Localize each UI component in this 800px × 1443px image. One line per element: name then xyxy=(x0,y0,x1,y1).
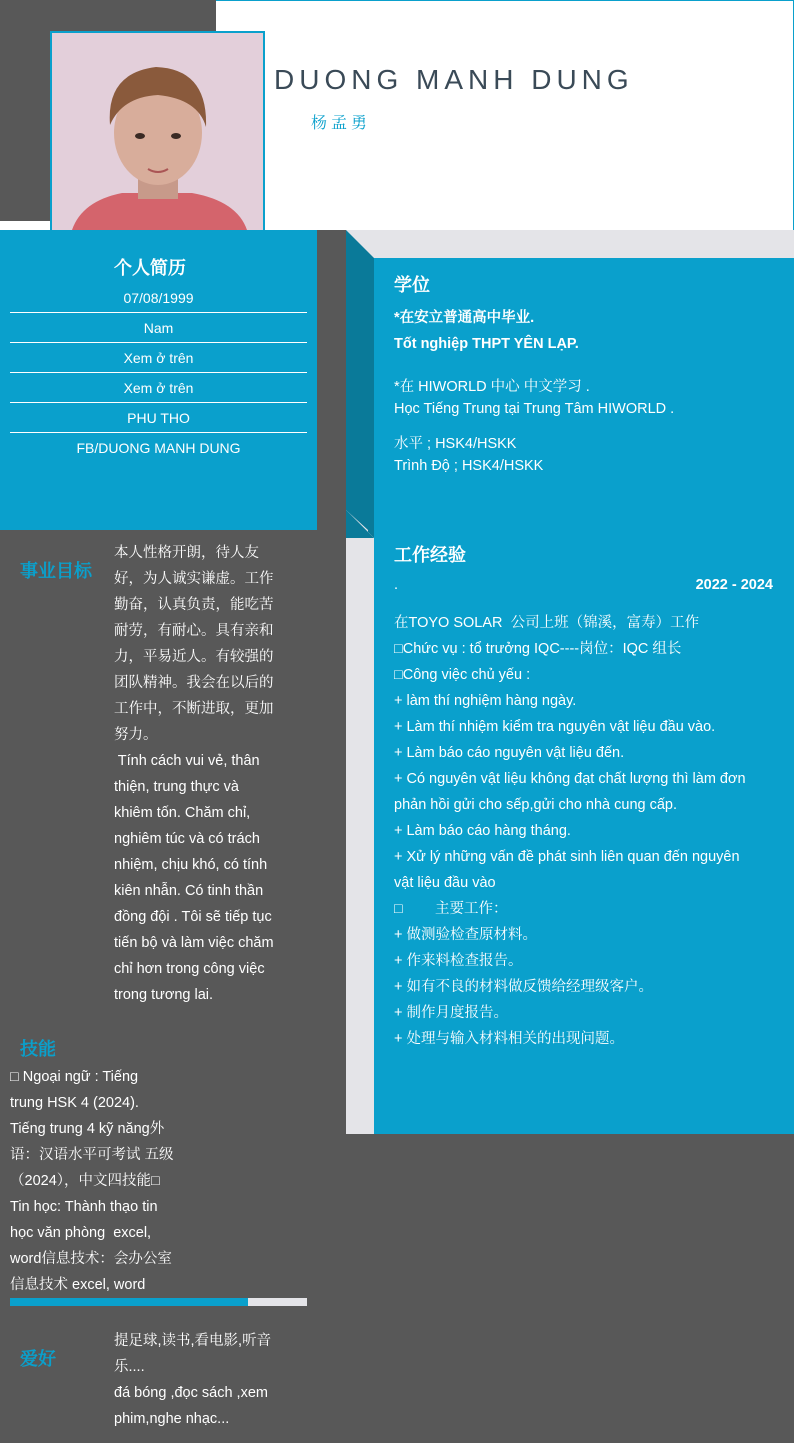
hobbies-line: 乐.... xyxy=(114,1359,145,1375)
skills-line: □ Ngoại ngữ : Tiếng xyxy=(10,1069,139,1085)
experience-line: + 做测验检查原材料。 xyxy=(394,927,537,943)
objective-line: kiên nhẫn. Có tinh thần xyxy=(114,883,264,899)
skills-line: 语：汉语水平可考试 五级 xyxy=(10,1147,174,1163)
fold-gap xyxy=(346,538,374,1134)
education-level-cn: 水平 ; HSK4/HSKK xyxy=(394,436,517,452)
skills-label: 技能 xyxy=(20,1039,56,1059)
experience-line: 在TOYO SOLAR 公司上班（锦溪，富寿）工作 xyxy=(394,615,700,631)
objective-line: 工作中，不断进取，更加 xyxy=(114,701,274,717)
skill-level-bar xyxy=(10,1298,248,1306)
education-center-vn: Học Tiếng Trung tại Trung Tâm HIWORLD . xyxy=(394,401,675,417)
objective-line: nhiệm, chịu khó, có tính xyxy=(114,857,268,873)
header-frame xyxy=(215,0,794,231)
skills-line: 信息技术 excel, word xyxy=(10,1277,146,1293)
objective-label: 事业目标 xyxy=(20,561,92,581)
experience-line: + Có nguyên vật liệu không đạt chất lượng thì làm đơn xyxy=(394,771,746,787)
hobbies-text xyxy=(114,1328,304,1432)
skills-line: Tin học: Thành thạo tin xyxy=(10,1199,158,1215)
objective-line: khiêm tốn. Chăm chỉ, xyxy=(114,805,251,821)
profile-photo xyxy=(50,31,265,232)
objective-line: 团队精神。我会在以后的 xyxy=(114,675,274,691)
experience-line: □Công việc chủ yếu : xyxy=(394,667,531,683)
skills-line: Tiếng trung 4 kỹ năng外 xyxy=(10,1121,165,1137)
experience-line: + 处理与输入材料相关的出现问题。 xyxy=(394,1031,624,1047)
experience-title: 工作经验 xyxy=(394,545,466,565)
experience-line: □Chức vụ : tổ trưởng IQC----岗位：IQC 组长 xyxy=(394,641,682,657)
objective-line: Tính cách vui vẻ, thân xyxy=(114,753,260,769)
objective-line: 本人性格开朗，待人友 xyxy=(114,545,259,561)
gender: Nam xyxy=(10,313,307,343)
experience-line: + Xử lý những vấn đề phát sinh liên quan đến nguyên xyxy=(394,849,740,865)
hobbies-line: 提足球,读书,看电影,听音 xyxy=(114,1333,272,1349)
hobbies-line: đá bóng ,đọc sách ,xem xyxy=(114,1385,268,1401)
objective-line: chỉ hơn trong công việc xyxy=(114,961,265,977)
facebook: FB/DUONG MANH DUNG xyxy=(76,440,241,456)
objective-line: đồng đội . Tôi sẽ tiếp tục xyxy=(114,909,272,925)
experience-line: vật liệu đầu vào xyxy=(394,875,496,891)
experience-line: + 作来料检查报告。 xyxy=(394,953,523,969)
full-name: DUONG MANH DUNG xyxy=(274,64,634,95)
education-title: 学位 xyxy=(394,275,430,295)
education-level-vn: Trình Độ ; HSK4/HSKK xyxy=(394,458,544,474)
experience-line: □ 主要工作： xyxy=(394,901,508,917)
skills-line: học văn phòng excel, xyxy=(10,1225,152,1241)
birth-date: 07/08/1999 xyxy=(10,283,307,313)
objective-line: nghiêm túc và có trách xyxy=(114,831,260,847)
experience-line: + 制作月度报告。 xyxy=(394,1005,508,1021)
hobbies-line: phim,nghe nhạc... xyxy=(114,1411,230,1427)
experience-line: + Làm thí nhiệm kiểm tra nguyên vật liệu đầu vào. xyxy=(394,719,716,735)
experience-line: + làm thí nghiệm hàng ngày. xyxy=(394,693,577,709)
skills-line: word信息技术：会办公室 xyxy=(10,1251,172,1267)
objective-text xyxy=(114,540,314,1008)
personal-info-title: 个人简历 xyxy=(114,258,186,278)
right-bottom-dark xyxy=(346,1134,794,1443)
objective-line: trong tương lai. xyxy=(114,987,214,1003)
skills-text xyxy=(10,1064,210,1298)
experience-line: phản hồi gửi cho sếp,gửi cho nhà cung cấp. xyxy=(394,797,678,813)
skills-line: （2024），中文四技能□ xyxy=(10,1173,160,1189)
person-portrait-icon xyxy=(52,33,263,230)
skills-line: trung HSK 4 (2024). xyxy=(10,1095,139,1111)
experience-line: + Làm báo cáo hàng tháng. xyxy=(394,823,571,839)
address: PHU THO xyxy=(10,403,307,433)
education-high-school-vn: Tốt nghiệp THPT YÊN LẠP. xyxy=(394,336,579,352)
education-high-school-cn: *在安立普通高中毕业. xyxy=(394,310,535,326)
experience-details xyxy=(394,610,784,1052)
email: Xem ở trên xyxy=(10,373,307,403)
objective-line: 勤奋，认真负责，能吃苦 xyxy=(114,597,274,613)
objective-line: tiến bộ và làm việc chăm xyxy=(114,935,274,951)
experience-dot: . xyxy=(394,577,399,593)
phone: Xem ở trên xyxy=(10,343,307,373)
objective-line: 努力。 xyxy=(114,727,158,743)
hobbies-label: 爱好 xyxy=(20,1349,56,1369)
objective-line: 好，为人诚实谦虚。工作 xyxy=(114,571,274,587)
education-center-cn: *在 HIWORLD 中心 中文学习 . xyxy=(394,379,590,395)
objective-line: 力，平易近人。有较强的 xyxy=(114,649,274,665)
experience-line: + 如有不良的材料做反馈给经理级客户。 xyxy=(394,979,653,995)
experience-line: + Làm báo cáo nguyên vật liệu đến. xyxy=(394,745,625,761)
experience-period: 2022 - 2024 xyxy=(695,577,773,593)
chinese-name: 杨孟勇 xyxy=(311,115,372,132)
objective-line: 耐劳，有耐心。具有亲和 xyxy=(114,623,274,639)
objective-line: thiện, trung thực và xyxy=(114,779,239,795)
